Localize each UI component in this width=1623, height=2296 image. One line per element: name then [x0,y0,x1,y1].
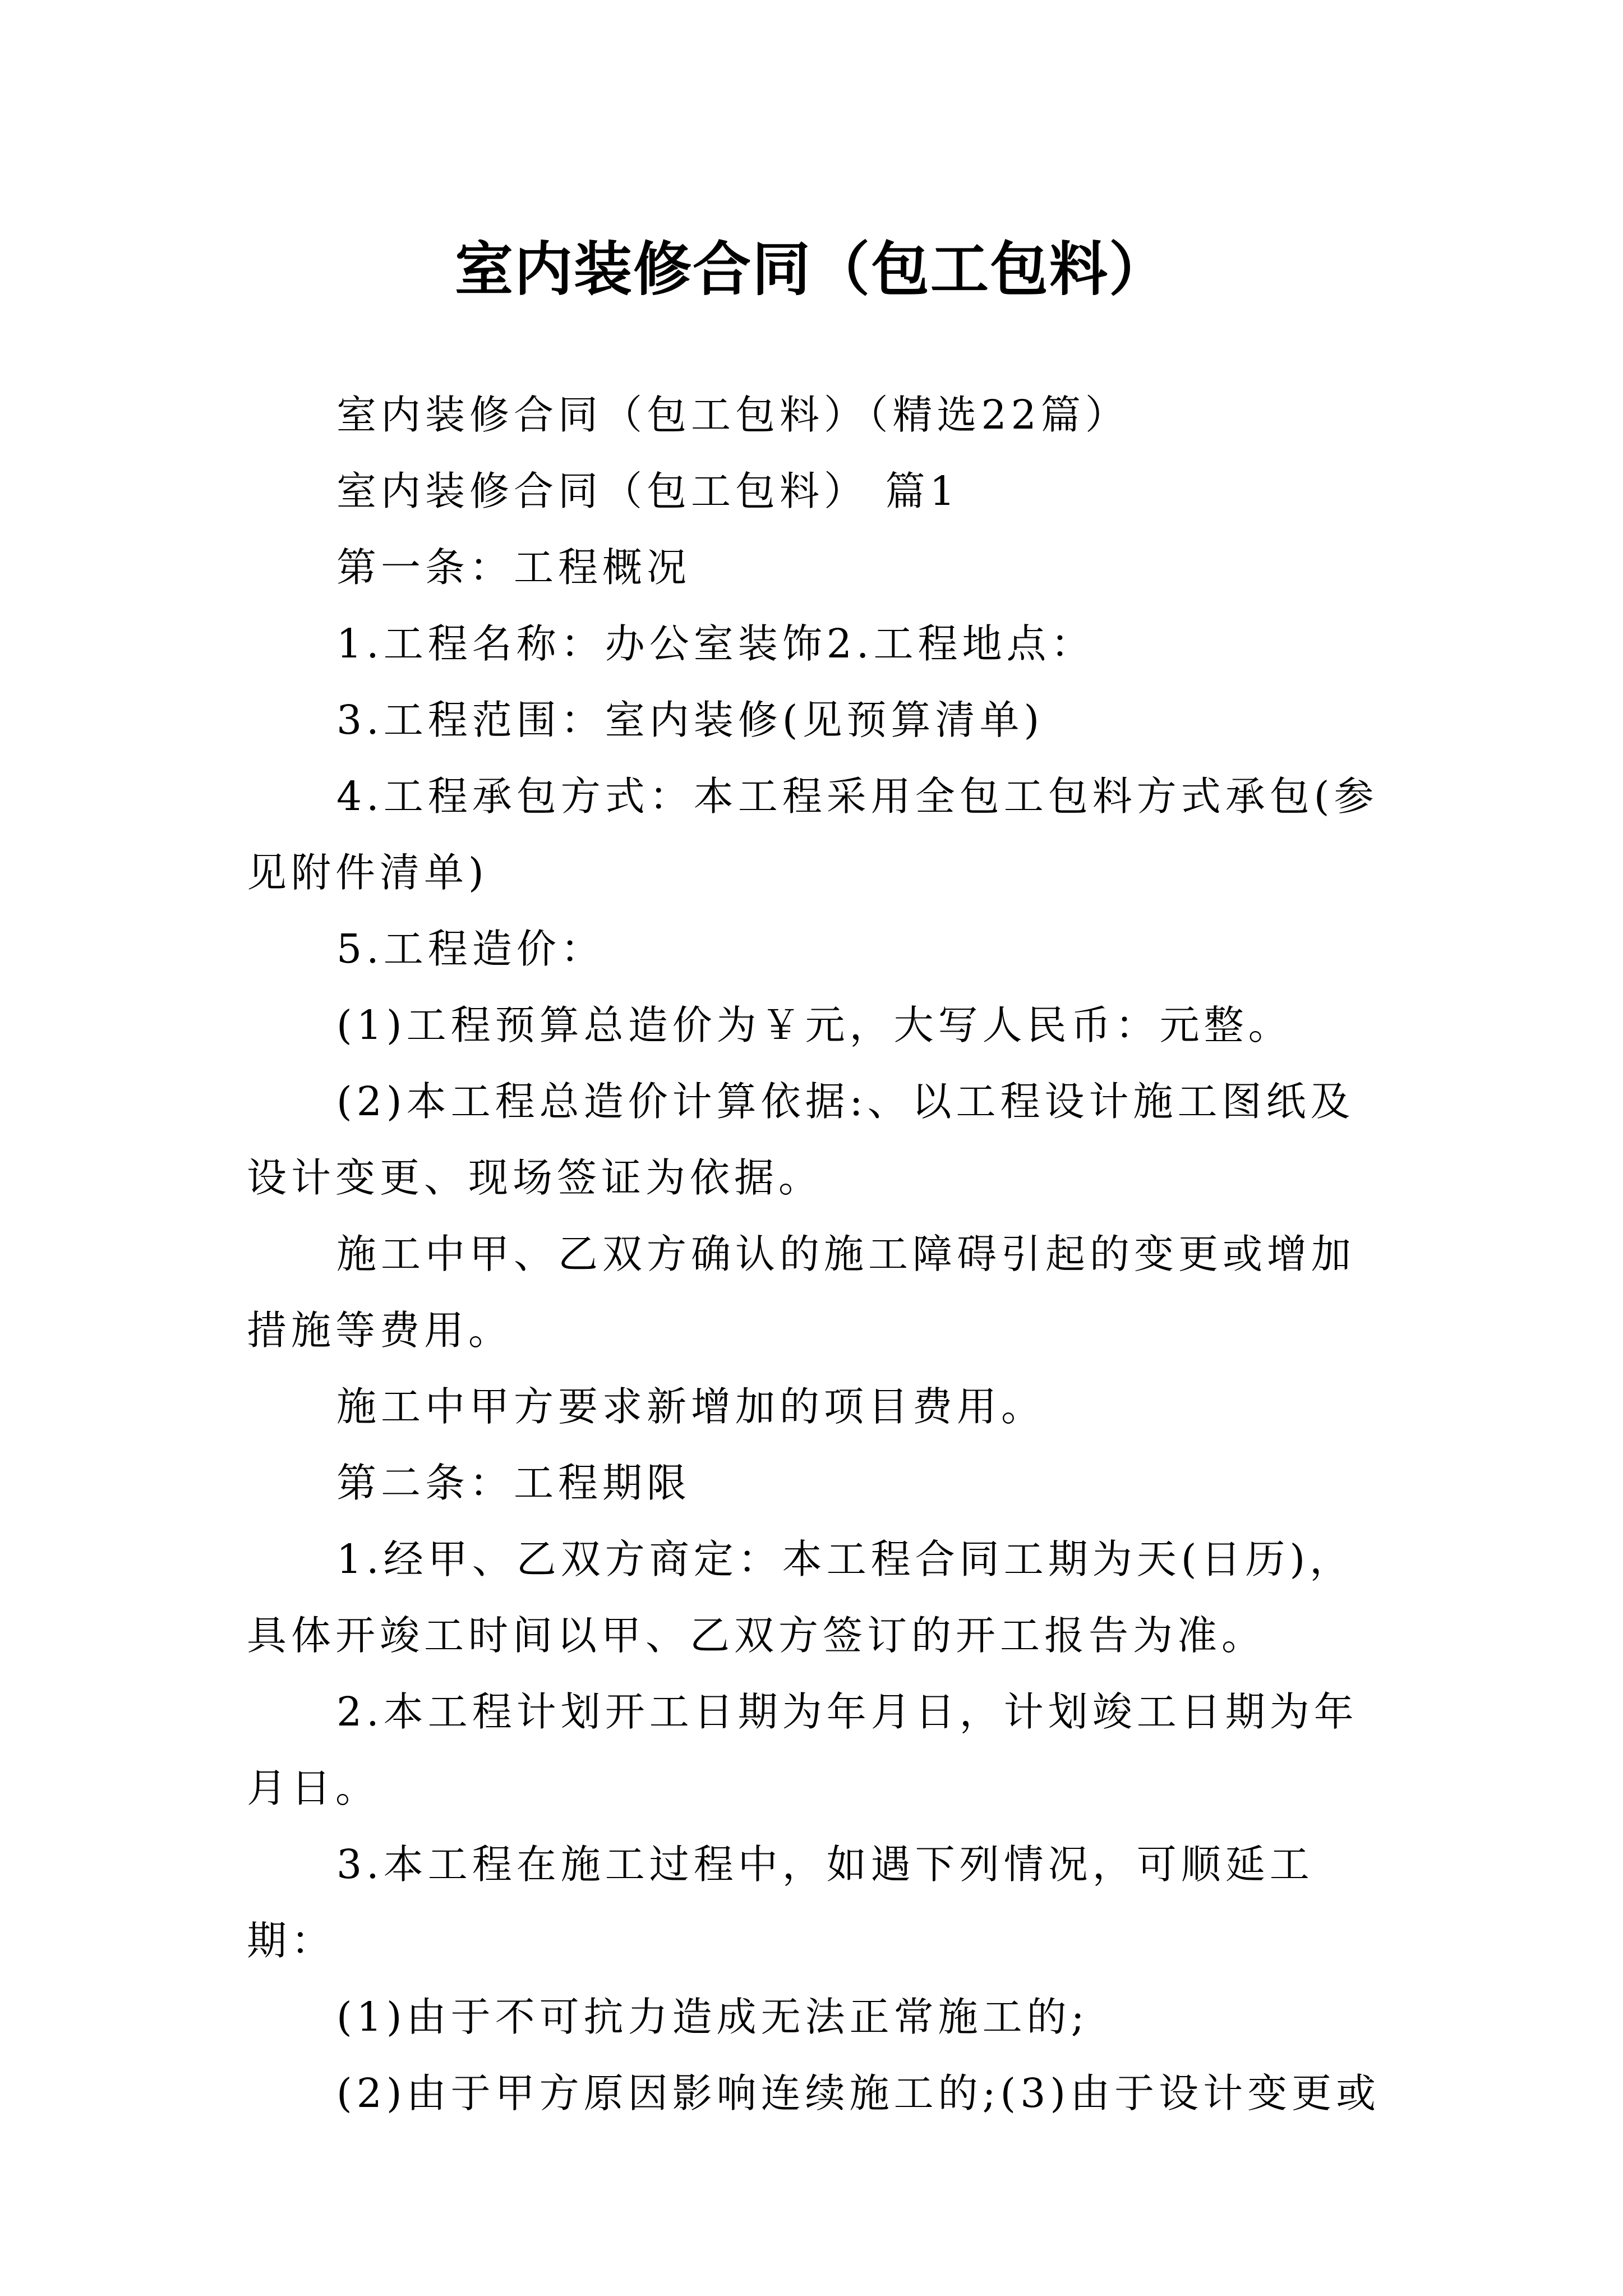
document-title: 室内装修合同（包工包料） [454,234,1168,303]
paragraph: 3.工程范围：室内装修(见预算清单) [336,697,1044,743]
paragraph: (1)由于不可抗力造成无法正常施工的; [336,1994,1089,2040]
paragraph-subtitle: 室内装修合同（包工包料）（精选22篇） [336,392,1129,438]
paragraph: (2)本工程总造价计算依据:、以工程设计施工图纸及设计变更、现场签证为依据。 [247,1078,1355,1201]
paragraph: 4.工程承包方式：本工程采用全包工包料方式承包(参见附件清单) [247,773,1378,896]
paragraph: 3.本工程在施工过程中，如遇下列情况，可顺延工期： [247,1841,1314,1964]
paragraph-section-heading: 室内装修合同（包工包料） 篇1 [336,468,960,514]
paragraph: 施工中甲、乙双方确认的施工障碍引起的变更或增加措施等费用。 [247,1231,1356,1354]
paragraph: 施工中甲方要求新增加的项目费用。 [336,1383,1046,1430]
document-body [247,377,1391,2132]
paragraph: (2)由于甲方原因影响连续施工的;(3)由于设计变更或 [336,2070,1381,2116]
paragraph: 2.本工程计划开工日期为年月日，计划竣工日期为年月日。 [247,1688,1358,1811]
paragraph: 1.经甲、乙双方商定：本工程合同工期为天(日历)，具体开竣工时间以甲、乙双方签订的开工报告为准。 [247,1536,1354,1659]
paragraph: (1)工程预算总造价为￥元，大写人民币：元整。 [336,1002,1293,1048]
paragraph-article-1-heading: 第一条：工程概况 [336,544,691,591]
paragraph: 5.工程造价： [336,926,605,972]
paragraph: 1.工程名称：办公室装饰2.工程地点： [336,620,1095,667]
paragraph-article-2-heading: 第二条：工程期限 [336,1460,691,1506]
